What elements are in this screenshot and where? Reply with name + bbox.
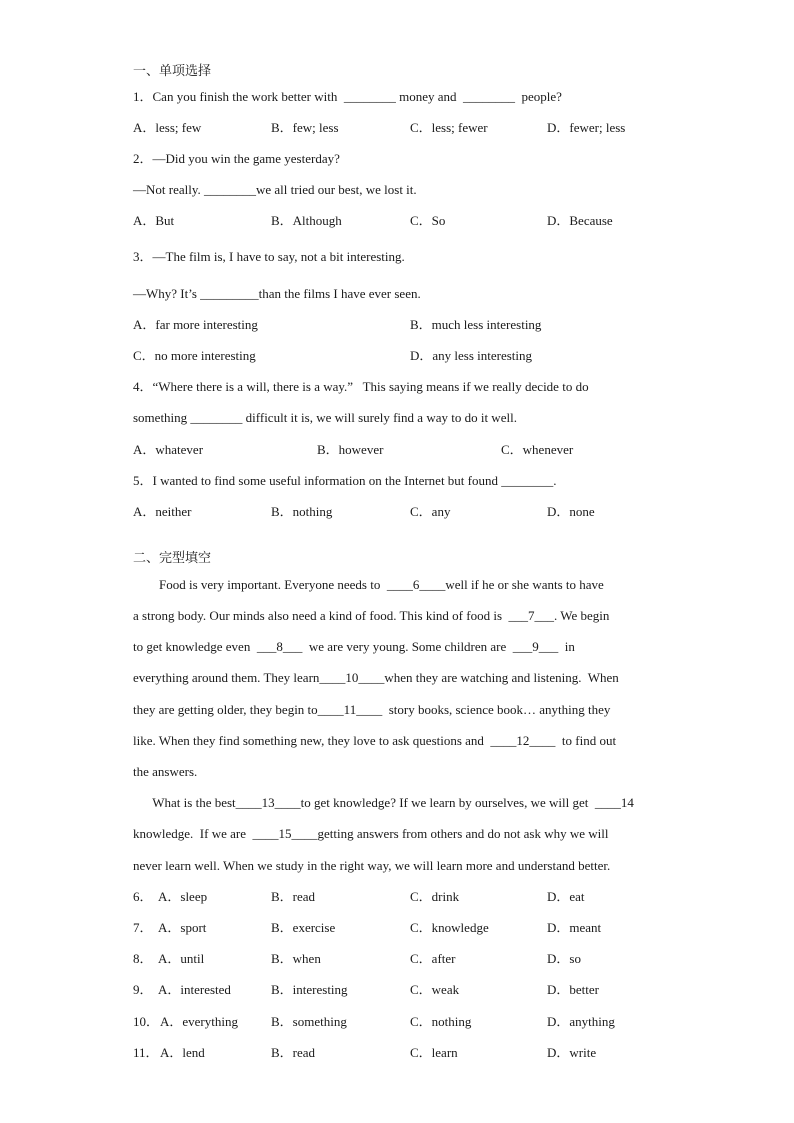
q2-option-a: A．But [133,213,175,228]
q2-option-b: B．Although [271,213,342,228]
item-6-option-b: B．read [271,889,316,904]
item-7-option-c: C．knowledge [410,920,489,935]
item-6-option-a: A．sleep [158,889,208,904]
question-3-stem: 3．—The film is, I have to say, not a bit interesting. [133,249,405,264]
q2-option-c: C．So [410,213,446,228]
item-9-number: 9． [133,982,153,997]
item-8-number: 8． [133,951,153,966]
q1-option-a: A．less; few [133,120,202,135]
q1-option-b: B．few; less [271,120,339,135]
q3-option-a: A．far more interesting [133,317,258,332]
item-10-option-a: A．everything [160,1014,238,1029]
question-2-line2: —Not really. ________we all tried our best, we lost it. [133,182,417,197]
q1-option-c: C．less; fewer [410,120,488,135]
item-10-option-d: D．anything [547,1014,615,1029]
item-11-number: 11． [133,1045,159,1060]
passage-line-3: to get knowledge even ___8___ we are very young. Some children are ___9___ in [133,639,575,654]
item-6-number: 6． [133,889,153,904]
passage-line-4: everything around them. They learn____10____when they are watching and listening. When [133,670,619,685]
passage-line-5: they are getting older, they begin to____11____ story books, science book… anything they [133,702,611,717]
passage-line-1: Food is very important. Everyone needs to ____6____well if he or she wants to have [133,577,604,592]
item-8-option-d: D．so [547,951,581,966]
passage-line-10: never learn well. When we study in the right way, we will learn more and understand better. [133,858,611,873]
question-1-stem: 1．Can you finish the work better with ________ money and ________ people? [133,89,562,104]
item-7-option-b: B．exercise [271,920,336,935]
item-6-option-d: D．eat [547,889,585,904]
q1-option-d: D．fewer; less [547,120,626,135]
item-11-option-c: C．learn [410,1045,458,1060]
q2-option-d: D．Because [547,213,613,228]
q3-option-b: B．much less interesting [410,317,542,332]
q4-option-c: C．whenever [501,442,574,457]
passage-line-2: a strong body. Our minds also need a kind of food. This kind of food is ___7___. We begin [133,608,610,623]
q5-option-a: A．neither [133,504,192,519]
item-7-option-d: D．meant [547,920,602,935]
item-9-option-d: D．better [547,982,599,997]
item-10-option-c: C．nothing [410,1014,472,1029]
item-10-number: 10． [133,1014,160,1029]
item-8-option-a: A．until [158,951,205,966]
q5-option-b: B．nothing [271,504,333,519]
q4-option-b: B．however [317,442,384,457]
item-8-option-c: C．after [410,951,456,966]
question-4-line2: something ________ difficult it is, we will surely find a way to do it well. [133,410,517,425]
item-9-option-c: C．weak [410,982,460,997]
question-4-stem: 4．“Where there is a will, there is a way.” This saying means if we really decide to do [133,379,589,394]
item-9-option-b: B．interesting [271,982,348,997]
section2-heading: 二、完型填空 [133,551,212,566]
section1-heading: 一、单项选择 [133,64,212,79]
q5-option-c: C．any [410,504,451,519]
passage-line-9: knowledge. If we are ____15____getting answers from others and do not ask why we will [133,826,609,841]
question-3-line2: —Why? It’s _________than the films I have ever seen. [133,286,421,301]
q3-option-c: C．no more interesting [133,348,256,363]
passage-line-6: like. When they find something new, they love to ask questions and ____12____ to find out [133,733,617,748]
item-9-option-a: A．interested [158,982,231,997]
item-10-option-b: B．something [271,1014,347,1029]
item-8-option-b: B．when [271,951,321,966]
passage-line-8: What is the best____13____to get knowledge? If we learn by ourselves, we will get ____14 [133,795,634,810]
question-2-stem: 2．—Did you win the game yesterday? [133,151,340,166]
q3-option-d: D．any less interesting [410,348,533,363]
passage-line-7: the answers. [133,764,198,779]
item-11-option-d: D．write [547,1045,597,1060]
item-7-number: 7． [133,920,153,935]
item-11-option-b: B．read [271,1045,316,1060]
q4-option-a: A．whatever [133,442,204,457]
item-11-option-a: A．lend [160,1045,205,1060]
item-7-option-a: A．sport [158,920,207,935]
item-6-option-c: C．drink [410,889,460,904]
question-5-stem: 5．I wanted to find some useful information on the Internet but found ________. [133,473,557,488]
q5-option-d: D．none [547,504,595,519]
